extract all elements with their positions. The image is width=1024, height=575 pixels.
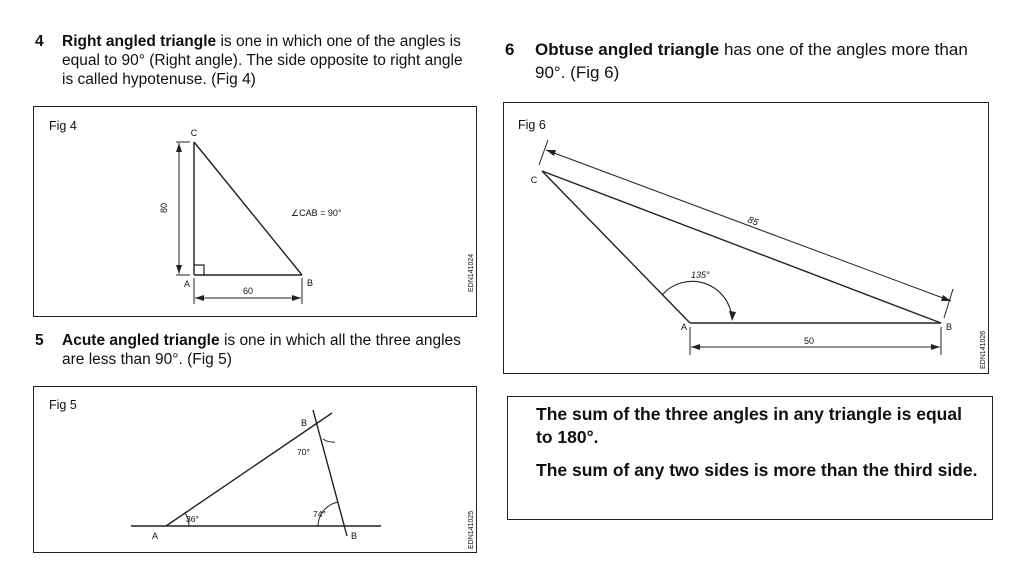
fig-5-vertex-b-right: B <box>350 531 358 541</box>
fig-4-code: EDN141024 <box>468 253 475 292</box>
fig-6-box <box>503 102 989 374</box>
fig-4-diagram <box>34 107 478 318</box>
fig-4-base-label: 60 <box>242 286 254 296</box>
fig-5-side-left <box>166 413 332 526</box>
fig-6-vertex-c: C <box>530 175 538 185</box>
fig-6-cb-ext-right <box>944 289 953 318</box>
fig-4-base-arrow-left <box>195 295 204 301</box>
fig-6-arc-a <box>662 281 732 318</box>
section-5-text: is one in which all the three angles are less than 90°. (Fig 5) <box>62 332 461 368</box>
fig-4-box <box>33 106 477 317</box>
fig-4-vertex-a: A <box>183 279 191 289</box>
fig-5-title: Fig 5 <box>49 398 77 412</box>
section-4-number: 4 <box>35 33 44 50</box>
fig-6-side-cb <box>542 171 941 323</box>
fig-4-height-arrow-bottom <box>176 265 182 274</box>
section-5-paragraph <box>35 331 477 369</box>
fig-4-base-arrow-right <box>292 295 301 301</box>
fig-4-right-angle-mark <box>194 265 204 275</box>
fig-6-ab-arrow-right <box>931 344 940 350</box>
fig-6-title: Fig 6 <box>518 118 546 132</box>
fig-4-height-label: 80 <box>159 202 169 214</box>
section-6-number: 6 <box>505 40 515 59</box>
fig-6-side-ab-label: 50 <box>803 336 815 346</box>
section-5-term: Acute angled triangle <box>62 332 220 349</box>
section-6-paragraph <box>505 38 1000 84</box>
fig-6-arc-arrow <box>729 311 736 321</box>
note-line-angle-sum: The sum of the three angles in any triangle is equal to 180°. <box>536 404 962 447</box>
section-4-paragraph <box>35 32 477 89</box>
fig-4-vertex-c: C <box>190 128 198 138</box>
fig-6-cb-arrow-left <box>546 150 556 156</box>
fig-5-vertex-a: A <box>151 531 159 541</box>
fig-6-diagram <box>504 103 990 375</box>
fig-5-vertex-b-top: B <box>300 418 308 428</box>
fig-5-code: EDN141025 <box>468 510 475 549</box>
fig-6-cb-ext-left <box>539 140 548 165</box>
fig-5-diagram <box>34 387 478 554</box>
fig-6-code: EDN141026 <box>980 330 987 369</box>
note-line-side-sum: The sum of any two sides is more than the third side. <box>536 460 978 480</box>
fig-5-arc-top <box>323 439 335 442</box>
section-5-number: 5 <box>35 332 44 349</box>
section-6-term: Obtuse angled triangle <box>535 40 720 59</box>
fig-4-angle-note: ∠CAB = 90° <box>291 208 342 218</box>
fig-4-title: Fig 4 <box>49 119 77 133</box>
fig-6-vertex-b: B <box>945 322 953 332</box>
fig-6-cb-arrow-right <box>941 295 951 301</box>
section-4-term: Right angled triangle <box>62 33 217 50</box>
fig-5-angle-a: 36° <box>186 514 199 524</box>
section-6-text: has one of the angles more than 90°. (Fig 6) <box>535 40 968 82</box>
section-4-text: is one in which one of the angles is equal to 90° (Right angle). The side opposite to right angle is called hypotenuse. (Fig 4) <box>62 33 463 88</box>
fig-5-angle-right: 74° <box>313 509 326 519</box>
triangle-facts-note <box>507 396 993 520</box>
fig-4-vertex-b: B <box>306 278 314 288</box>
fig-6-vertex-a: A <box>680 322 688 332</box>
fig-4-height-arrow-top <box>176 143 182 152</box>
fig-5-angle-top: 70° <box>297 447 310 457</box>
fig-6-side-cb-label: 85 <box>745 214 760 229</box>
fig-5-box <box>33 386 477 553</box>
fig-6-side-ca <box>542 171 690 323</box>
fig-6-angle-a: 135° <box>691 270 710 280</box>
fig-4-hypotenuse <box>194 142 302 275</box>
fig-6-ab-arrow-left <box>691 344 700 350</box>
